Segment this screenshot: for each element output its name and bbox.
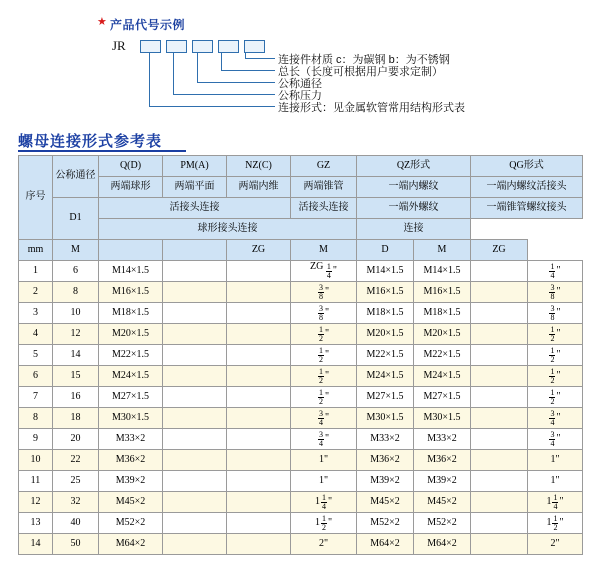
- cell-pm: [163, 282, 227, 303]
- cell-nz: [227, 450, 291, 471]
- cell-seq: 7: [19, 387, 53, 408]
- cell-qg-m: [471, 513, 528, 534]
- cell-qz-d: M16×1.5: [414, 282, 471, 303]
- code-box-1: [140, 40, 161, 53]
- callout-connection-type: 连接形式：见金属软管常用结构形式表: [278, 102, 465, 114]
- leader-h-3: [197, 82, 275, 83]
- leader-line-3: [197, 52, 198, 83]
- cell-q: M64×2: [99, 534, 163, 555]
- header-note-gz: 活接头连接: [291, 198, 357, 219]
- header-sub-q: M: [53, 240, 99, 261]
- cell-qg-m: [471, 534, 528, 555]
- cell-qz-d: M20×1.5: [414, 324, 471, 345]
- code-boxes: [140, 40, 265, 53]
- header-code-qz: QZ形式: [357, 156, 471, 177]
- cell-qg-zg: 1 $\frac{1}{2}$ ": [528, 513, 583, 534]
- cell-nz: [227, 408, 291, 429]
- cell-dn: 50: [53, 534, 99, 555]
- cell-qz-m: M22×1.5: [357, 345, 414, 366]
- header-dn: 公称通径: [53, 156, 99, 198]
- cell-qz-m: M20×1.5: [357, 324, 414, 345]
- cell-seq: 3: [19, 303, 53, 324]
- cell-seq: 14: [19, 534, 53, 555]
- cell-qz-m: M33×2: [357, 429, 414, 450]
- cell-qg-m: [471, 324, 528, 345]
- header-d1: D1: [53, 198, 99, 240]
- cell-nz: [227, 387, 291, 408]
- cell-qg-m: [471, 282, 528, 303]
- cell-qg-m: [471, 345, 528, 366]
- cell-nz: [227, 366, 291, 387]
- cell-qz-m: M52×2: [357, 513, 414, 534]
- product-code-diagram: [0, 0, 600, 128]
- cell-dn: 22: [53, 450, 99, 471]
- header-note-qg: 一端锥管螺纹接头: [471, 198, 583, 219]
- cell-q: M24×1.5: [99, 366, 163, 387]
- cell-qg-m: [471, 303, 528, 324]
- callout-material: 连接件材质 c：为碳钢 b：为不锈钢: [278, 54, 450, 66]
- header-sub-pm: [99, 240, 163, 261]
- cell-seq: 11: [19, 471, 53, 492]
- cell-q: M33×2: [99, 429, 163, 450]
- callout-nominal-diameter: 公称通径: [278, 78, 322, 90]
- cell-pm: [163, 450, 227, 471]
- cell-gz: 1 $\frac{1}{2}$ ": [291, 513, 357, 534]
- nut-connection-table: [18, 155, 583, 555]
- cell-nz: [227, 534, 291, 555]
- cell-qg-zg: $\frac{1}{2}$ ": [528, 324, 583, 345]
- cell-pm: [163, 366, 227, 387]
- cell-qz-d: M22×1.5: [414, 345, 471, 366]
- header-note-qz: 一端外螺纹: [357, 198, 471, 219]
- cell-nz: [227, 429, 291, 450]
- cell-dn: 32: [53, 492, 99, 513]
- cell-qg-m: [471, 492, 528, 513]
- cell-dn: 16: [53, 387, 99, 408]
- leader-h-4: [173, 94, 275, 95]
- cell-qz-m: M27×1.5: [357, 387, 414, 408]
- header-code-gz: GZ: [291, 156, 357, 177]
- cell-dn: 20: [53, 429, 99, 450]
- code-box-5: [244, 40, 265, 53]
- cell-dn: 18: [53, 408, 99, 429]
- cell-nz: [227, 492, 291, 513]
- cell-qg-zg: 1": [528, 471, 583, 492]
- cell-pm: [163, 534, 227, 555]
- cell-dn: 6: [53, 261, 99, 282]
- cell-nz: [227, 261, 291, 282]
- table-row: [19, 408, 583, 429]
- header-sub-qz-d: D: [357, 240, 414, 261]
- cell-pm: [163, 471, 227, 492]
- table-row: [19, 261, 583, 282]
- table-row: [19, 282, 583, 303]
- cell-q: M45×2: [99, 492, 163, 513]
- cell-gz: $\frac{3}{8}$ ": [291, 282, 357, 303]
- cell-pm: [163, 429, 227, 450]
- table-row: [19, 471, 583, 492]
- cell-q: M36×2: [99, 450, 163, 471]
- leader-line-1: [149, 52, 150, 107]
- cell-qg-zg: $\frac{3}{8}$ ": [528, 282, 583, 303]
- cell-dn: 10: [53, 303, 99, 324]
- cell-dn: 40: [53, 513, 99, 534]
- cell-q: M20×1.5: [99, 324, 163, 345]
- table-row: [19, 534, 583, 555]
- header-type-nz: 两端内维: [227, 177, 291, 198]
- cell-qg-zg: 2": [528, 534, 583, 555]
- cell-qz-m: M18×1.5: [357, 303, 414, 324]
- cell-gz: $\frac{1}{2}$ ": [291, 366, 357, 387]
- header-code-nz: NZ(C): [227, 156, 291, 177]
- cell-qz-m: M14×1.5: [357, 261, 414, 282]
- header-sub-qg-zg: ZG: [471, 240, 528, 261]
- cell-gz: $\frac{3}{4}$ ": [291, 408, 357, 429]
- cell-qz-d: M30×1.5: [414, 408, 471, 429]
- cell-qz-d: M18×1.5: [414, 303, 471, 324]
- header-type-qg: 一端内螺纹活接头: [471, 177, 583, 198]
- header-sub-qz-m: M: [291, 240, 357, 261]
- cell-dn: 12: [53, 324, 99, 345]
- leader-h-1: [245, 58, 275, 59]
- cell-seq: 5: [19, 345, 53, 366]
- callout-length: 总长（长度可根据用户要求定制）: [278, 66, 443, 78]
- cell-pm: [163, 303, 227, 324]
- cell-gz: 1 $\frac{1}{4}$ ": [291, 492, 357, 513]
- cell-seq: 2: [19, 282, 53, 303]
- cell-qz-m: M24×1.5: [357, 366, 414, 387]
- cell-pm: [163, 513, 227, 534]
- leader-h-5: [149, 106, 275, 107]
- table-row: [19, 303, 583, 324]
- cell-qz-m: M64×2: [357, 534, 414, 555]
- leader-h-2: [221, 70, 275, 71]
- cell-qg-m: [471, 387, 528, 408]
- code-box-2: [166, 40, 187, 53]
- cell-qg-zg: $\frac{1}{4}$ ": [528, 261, 583, 282]
- header-connect-note: 连接: [357, 219, 471, 240]
- cell-seq: 1: [19, 261, 53, 282]
- cell-q: M52×2: [99, 513, 163, 534]
- cell-qg-zg: 1 $\frac{1}{4}$ ": [528, 492, 583, 513]
- cell-gz: ZG $\frac{1}{4}$ ": [291, 261, 357, 282]
- section-underline: [18, 150, 186, 152]
- header-code-qg: QG形式: [471, 156, 583, 177]
- cell-qz-d: M36×2: [414, 450, 471, 471]
- table-row: [19, 387, 583, 408]
- header-ball-note: 球形接头连接: [99, 219, 357, 240]
- cell-qz-d: M27×1.5: [414, 387, 471, 408]
- leader-line-2: [173, 52, 174, 95]
- cell-seq: 6: [19, 366, 53, 387]
- cell-qg-zg: $\frac{1}{2}$ ": [528, 345, 583, 366]
- cell-qz-m: M45×2: [357, 492, 414, 513]
- cell-qg-m: [471, 366, 528, 387]
- cell-q: M22×1.5: [99, 345, 163, 366]
- cell-qg-zg: $\frac{3}{4}$ ": [528, 429, 583, 450]
- header-type-qz: 一端内螺纹: [357, 177, 471, 198]
- cell-qg-zg: $\frac{1}{2}$ ": [528, 387, 583, 408]
- code-prefix: JR: [112, 38, 126, 53]
- cell-pm: [163, 324, 227, 345]
- cell-seq: 12: [19, 492, 53, 513]
- cell-qz-d: M14×1.5: [414, 261, 471, 282]
- table-row: [19, 345, 583, 366]
- cell-qz-d: M64×2: [414, 534, 471, 555]
- cell-qz-d: M33×2: [414, 429, 471, 450]
- header-note-union: 活接头连接: [99, 198, 291, 219]
- cell-seq: 9: [19, 429, 53, 450]
- header-type-q: 两端球形: [99, 177, 163, 198]
- cell-gz: $\frac{3}{8}$ ": [291, 303, 357, 324]
- table-row: [19, 492, 583, 513]
- cell-qz-d: M24×1.5: [414, 366, 471, 387]
- cell-nz: [227, 471, 291, 492]
- cell-seq: 8: [19, 408, 53, 429]
- cell-seq: 10: [19, 450, 53, 471]
- cell-qg-zg: $\frac{1}{2}$ ": [528, 366, 583, 387]
- cell-qg-zg: $\frac{3}{4}$ ": [528, 408, 583, 429]
- cell-pm: [163, 261, 227, 282]
- cell-qg-m: [471, 471, 528, 492]
- cell-qz-d: M52×2: [414, 513, 471, 534]
- cell-qz-m: M39×2: [357, 471, 414, 492]
- cell-qg-m: [471, 261, 528, 282]
- cell-q: M39×2: [99, 471, 163, 492]
- cell-gz: $\frac{1}{2}$ ": [291, 345, 357, 366]
- cell-q: M14×1.5: [99, 261, 163, 282]
- section-title: 螺母连接形式参考表: [18, 133, 163, 150]
- cell-q: M30×1.5: [99, 408, 163, 429]
- cell-q: M18×1.5: [99, 303, 163, 324]
- cell-pm: [163, 387, 227, 408]
- table-row: [19, 429, 583, 450]
- cell-q: M27×1.5: [99, 387, 163, 408]
- cell-nz: [227, 324, 291, 345]
- cell-dn: 14: [53, 345, 99, 366]
- header-code-q: Q(D): [99, 156, 163, 177]
- cell-qz-m: M30×1.5: [357, 408, 414, 429]
- cell-gz: 2": [291, 534, 357, 555]
- cell-qg-zg: 1": [528, 450, 583, 471]
- cell-qz-m: M16×1.5: [357, 282, 414, 303]
- cell-dn: 25: [53, 471, 99, 492]
- cell-dn: 8: [53, 282, 99, 303]
- callout-nominal-pressure: 公称压力: [278, 90, 322, 102]
- header-unit-mm: mm: [19, 240, 53, 261]
- header-code-pm: PM(A): [163, 156, 227, 177]
- cell-seq: 4: [19, 324, 53, 345]
- cell-gz: 1": [291, 471, 357, 492]
- cell-qz-d: M45×2: [414, 492, 471, 513]
- table-row: [19, 324, 583, 345]
- cell-qz-m: M36×2: [357, 450, 414, 471]
- cell-qg-m: [471, 450, 528, 471]
- cell-q: M16×1.5: [99, 282, 163, 303]
- header-sub-gz: ZG: [227, 240, 291, 261]
- header-type-gz: 两端锥管: [291, 177, 357, 198]
- cell-pm: [163, 492, 227, 513]
- cell-gz: $\frac{1}{2}$ ": [291, 387, 357, 408]
- cell-nz: [227, 513, 291, 534]
- star-icon: ★: [97, 16, 107, 28]
- cell-nz: [227, 345, 291, 366]
- code-box-3: [192, 40, 213, 53]
- cell-nz: [227, 303, 291, 324]
- diagram-title: 产品代号示例: [110, 18, 186, 32]
- cell-pm: [163, 345, 227, 366]
- header-seq: 序号: [19, 156, 53, 240]
- header-sub-nz: [163, 240, 227, 261]
- cell-qg-m: [471, 408, 528, 429]
- table-row: [19, 450, 583, 471]
- cell-qg-m: [471, 429, 528, 450]
- cell-qg-zg: $\frac{3}{8}$ ": [528, 303, 583, 324]
- header-sub-qg-m: M: [414, 240, 471, 261]
- cell-qz-d: M39×2: [414, 471, 471, 492]
- cell-gz: $\frac{1}{2}$ ": [291, 324, 357, 345]
- table-row: [19, 513, 583, 534]
- cell-seq: 13: [19, 513, 53, 534]
- cell-gz: 1": [291, 450, 357, 471]
- table-row: [19, 366, 583, 387]
- cell-gz: $\frac{3}{4}$ ": [291, 429, 357, 450]
- table-body: [19, 261, 583, 555]
- header-type-pm: 两端平面: [163, 177, 227, 198]
- cell-nz: [227, 282, 291, 303]
- cell-pm: [163, 408, 227, 429]
- leader-line-4: [221, 52, 222, 71]
- cell-dn: 15: [53, 366, 99, 387]
